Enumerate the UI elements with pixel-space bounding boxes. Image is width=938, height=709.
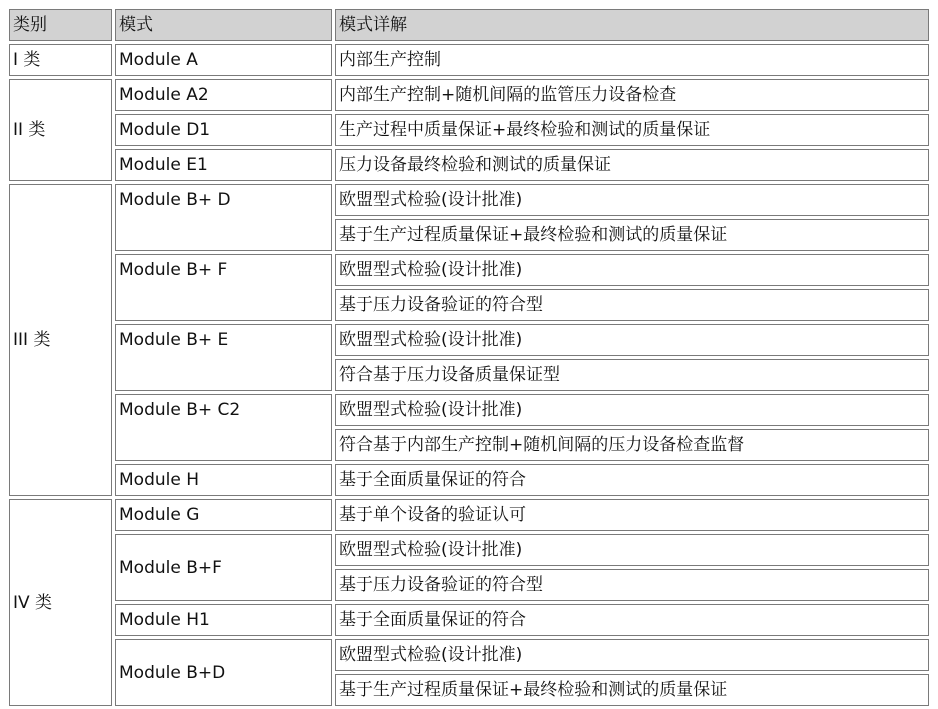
category-cell: I 类 [9,44,112,76]
table-row [9,114,929,146]
module-cell: Module A2 [115,79,332,111]
module-cell: Module B+ D [115,184,332,251]
module-cell: Module B+D [115,639,332,706]
module-cell: Module A [115,44,332,76]
category-cell: III 类 [9,184,112,496]
module-table [6,6,932,709]
module-cell: Module H1 [115,604,332,636]
detail-cell: 欧盟型式检验(设计批准) [335,534,929,566]
table-row [9,639,929,671]
module-cell: Module D1 [115,114,332,146]
module-cell: Module G [115,499,332,531]
header-category: 类别 [9,9,112,41]
module-cell: Module H [115,464,332,496]
detail-cell: 基于生产过程质量保证+最终检验和测试的质量保证 [335,674,929,706]
detail-cell: 欧盟型式检验(设计批准) [335,254,929,286]
detail-cell: 基于全面质量保证的符合 [335,464,929,496]
table-row [9,324,929,356]
table-row [9,184,929,216]
header-detail: 模式详解 [335,9,929,41]
detail-cell: 欧盟型式检验(设计批准) [335,639,929,671]
detail-cell: 欧盟型式检验(设计批准) [335,184,929,216]
detail-cell: 压力设备最终检验和测试的质量保证 [335,149,929,181]
module-cell: Module B+ F [115,254,332,321]
detail-cell: 内部生产控制 [335,44,929,76]
detail-cell: 基于全面质量保证的符合 [335,604,929,636]
module-cell: Module B+ E [115,324,332,391]
module-cell: Module B+ C2 [115,394,332,461]
table-row [9,464,929,496]
table-row [9,499,929,531]
category-cell: II 类 [9,79,112,181]
table-row [9,44,929,76]
detail-cell: 内部生产控制+随机间隔的监管压力设备检查 [335,79,929,111]
detail-cell: 基于压力设备验证的符合型 [335,569,929,601]
header-module: 模式 [115,9,332,41]
detail-cell: 欧盟型式检验(设计批准) [335,324,929,356]
module-cell: Module E1 [115,149,332,181]
category-cell: IV 类 [9,499,112,706]
detail-cell: 欧盟型式检验(设计批准) [335,394,929,426]
table-row [9,149,929,181]
header-row [9,9,929,41]
detail-cell: 符合基于内部生产控制+随机间隔的压力设备检查监督 [335,429,929,461]
table-row [9,604,929,636]
detail-cell: 符合基于压力设备质量保证型 [335,359,929,391]
detail-cell: 基于压力设备验证的符合型 [335,289,929,321]
detail-cell: 基于生产过程质量保证+最终检验和测试的质量保证 [335,219,929,251]
table-row [9,394,929,426]
detail-cell: 基于单个设备的验证认可 [335,499,929,531]
table-row [9,254,929,286]
table-row [9,79,929,111]
detail-cell: 生产过程中质量保证+最终检验和测试的质量保证 [335,114,929,146]
module-cell: Module B+F [115,534,332,601]
table-row [9,534,929,566]
